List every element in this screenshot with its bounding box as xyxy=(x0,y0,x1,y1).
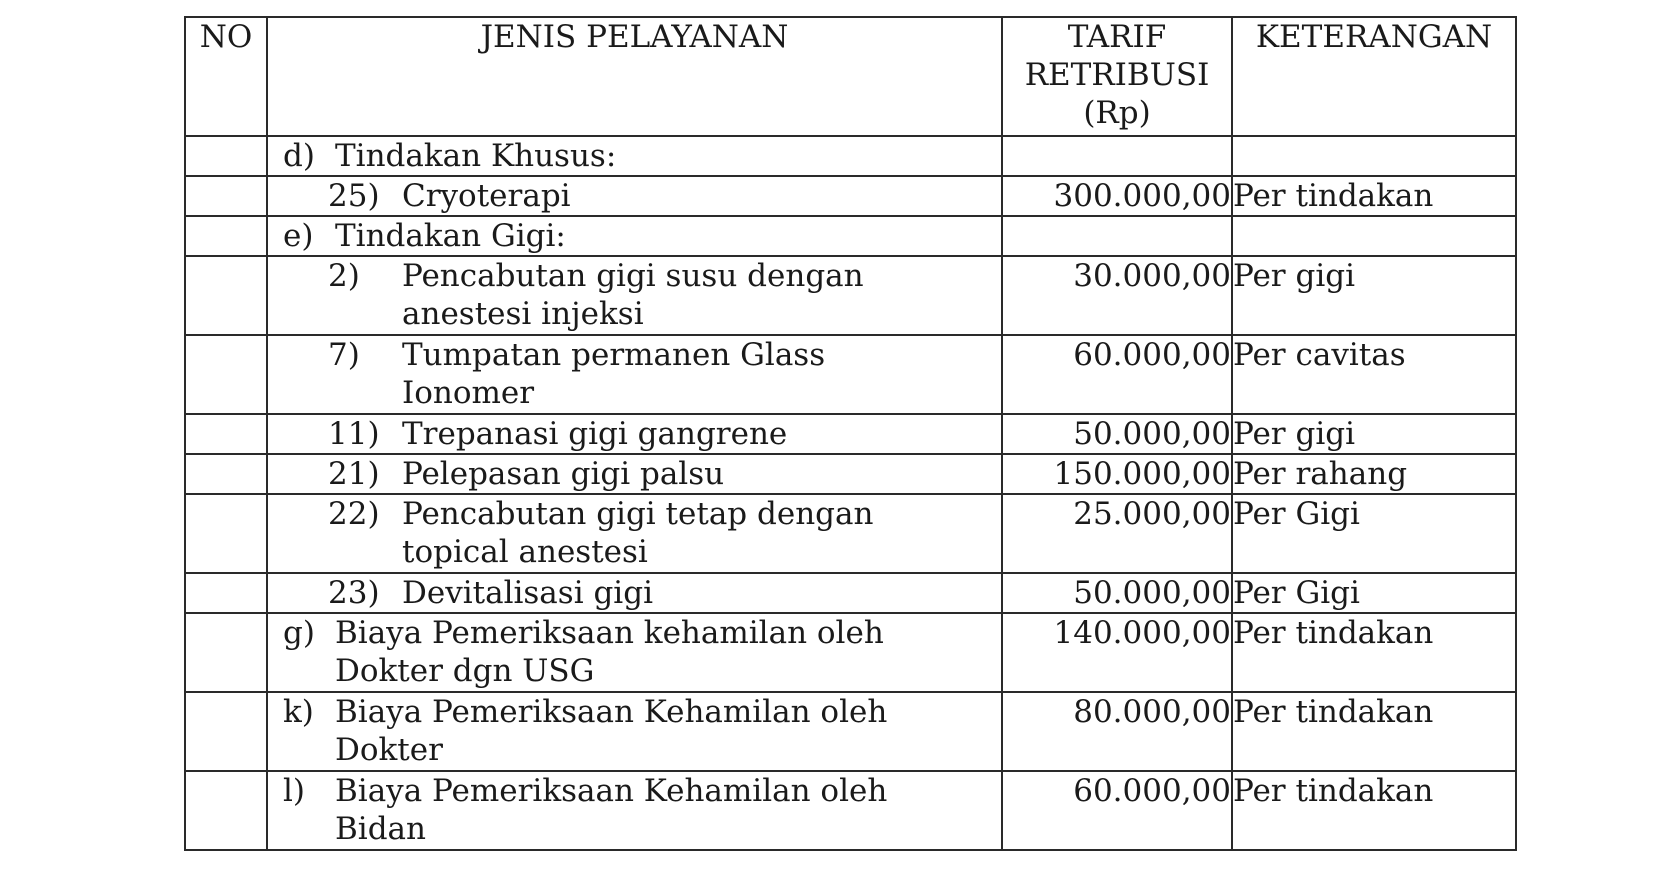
cell-tarif: 300.000,00 xyxy=(1002,176,1232,216)
item-text-line: Biaya Pemeriksaan Kehamilan oleh xyxy=(335,773,888,809)
cell-jenis-pelayanan xyxy=(267,613,1002,692)
item-text-line: Tindakan Khusus: xyxy=(335,138,617,174)
cell-jenis-pelayanan xyxy=(267,216,1002,256)
service-item xyxy=(268,574,1001,612)
cell-keterangan xyxy=(1232,136,1516,176)
table-row xyxy=(185,256,1516,335)
cell-jenis-pelayanan xyxy=(267,494,1002,573)
cell-jenis-pelayanan xyxy=(267,414,1002,454)
table-row xyxy=(185,454,1516,494)
table-row xyxy=(185,414,1516,454)
cell-jenis-pelayanan xyxy=(267,335,1002,414)
item-text-line: Pencabutan gigi tetap dengan xyxy=(402,496,874,532)
table-row xyxy=(185,216,1516,256)
item-number: 22) xyxy=(328,496,380,532)
service-item xyxy=(268,495,1001,571)
service-item xyxy=(268,693,1001,769)
service-item xyxy=(268,772,1001,848)
item-text-line: Biaya Pemeriksaan Kehamilan oleh xyxy=(335,694,888,730)
cell-tarif xyxy=(1002,136,1232,176)
item-text-line: Dokter dgn USG xyxy=(335,653,595,689)
table-row xyxy=(185,573,1516,613)
item-number: 11) xyxy=(328,416,380,452)
item-text-line: Tumpatan permanen Glass xyxy=(402,337,826,373)
header-no: NO xyxy=(185,17,267,136)
service-item xyxy=(268,177,1001,215)
service-item xyxy=(268,614,1001,690)
header-tarif-line: TARIF xyxy=(1067,19,1167,55)
cell-keterangan: Per Gigi xyxy=(1232,573,1516,613)
service-item xyxy=(268,257,1001,333)
cell-keterangan: Per gigi xyxy=(1232,414,1516,454)
cell-jenis-pelayanan xyxy=(267,176,1002,216)
cell-tarif: 60.000,00 xyxy=(1002,771,1232,850)
cell-keterangan: Per tindakan xyxy=(1232,613,1516,692)
item-text-line: Tindakan Gigi: xyxy=(335,218,566,254)
item-number: e) xyxy=(283,218,314,254)
service-item xyxy=(268,415,1001,453)
cell-no xyxy=(185,216,267,256)
cell-no xyxy=(185,335,267,414)
tarif-retribusi-table xyxy=(184,16,1517,851)
item-text-line: anestesi injeksi xyxy=(402,296,644,332)
header-jenis-pelayanan: JENIS PELAYANAN xyxy=(267,17,1002,136)
cell-tarif: 25.000,00 xyxy=(1002,494,1232,573)
header-keterangan: KETERANGAN xyxy=(1232,17,1516,136)
cell-no xyxy=(185,771,267,850)
item-number: l) xyxy=(283,773,306,809)
item-text-line: topical anestesi xyxy=(402,534,648,570)
table-row xyxy=(185,613,1516,692)
service-item xyxy=(268,455,1001,493)
item-number: 21) xyxy=(328,456,380,492)
item-text-line: Pencabutan gigi susu dengan xyxy=(402,258,864,294)
table-row xyxy=(185,771,1516,850)
cell-keterangan: Per cavitas xyxy=(1232,335,1516,414)
cell-tarif: 140.000,00 xyxy=(1002,613,1232,692)
item-number: g) xyxy=(283,615,315,651)
item-number: d) xyxy=(283,138,315,174)
table-body xyxy=(185,136,1516,850)
cell-no xyxy=(185,613,267,692)
header-tarif-retribusi xyxy=(1002,17,1232,136)
cell-jenis-pelayanan xyxy=(267,454,1002,494)
service-item xyxy=(268,137,1001,175)
cell-no xyxy=(185,692,267,771)
cell-keterangan: Per tindakan xyxy=(1232,176,1516,216)
cell-jenis-pelayanan xyxy=(267,771,1002,850)
item-text-line: Devitalisasi gigi xyxy=(402,575,653,611)
cell-jenis-pelayanan xyxy=(267,256,1002,335)
service-item xyxy=(268,217,1001,255)
item-number: 7) xyxy=(328,337,360,373)
cell-no xyxy=(185,494,267,573)
item-text-line: Biaya Pemeriksaan kehamilan oleh xyxy=(335,615,884,651)
cell-tarif: 80.000,00 xyxy=(1002,692,1232,771)
table-header xyxy=(185,17,1516,136)
header-tarif-line: RETRIBUSI xyxy=(1024,57,1210,93)
item-number: k) xyxy=(283,694,314,730)
cell-no xyxy=(185,414,267,454)
header-tarif-line: (Rp) xyxy=(1083,95,1151,131)
cell-keterangan: Per gigi xyxy=(1232,256,1516,335)
table-row xyxy=(185,335,1516,414)
cell-jenis-pelayanan xyxy=(267,136,1002,176)
table-row xyxy=(185,176,1516,216)
cell-keterangan xyxy=(1232,216,1516,256)
item-number: 2) xyxy=(328,258,360,294)
table-row xyxy=(185,136,1516,176)
item-text-line: Ionomer xyxy=(402,375,535,411)
cell-jenis-pelayanan xyxy=(267,573,1002,613)
cell-tarif: 150.000,00 xyxy=(1002,454,1232,494)
item-text-line: Pelepasan gigi palsu xyxy=(402,456,725,492)
cell-no xyxy=(185,136,267,176)
cell-keterangan: Per rahang xyxy=(1232,454,1516,494)
item-text-line: Dokter xyxy=(335,732,443,768)
cell-no xyxy=(185,573,267,613)
cell-jenis-pelayanan xyxy=(267,692,1002,771)
cell-tarif: 60.000,00 xyxy=(1002,335,1232,414)
table-row xyxy=(185,494,1516,573)
cell-tarif xyxy=(1002,216,1232,256)
item-number: 25) xyxy=(328,178,380,214)
cell-keterangan: Per Gigi xyxy=(1232,494,1516,573)
cell-keterangan: Per tindakan xyxy=(1232,771,1516,850)
item-text-line: Cryoterapi xyxy=(402,178,571,214)
item-text-line: Trepanasi gigi gangrene xyxy=(402,416,788,452)
item-text-line: Bidan xyxy=(335,811,426,847)
table-row xyxy=(185,692,1516,771)
cell-tarif: 50.000,00 xyxy=(1002,414,1232,454)
cell-keterangan: Per tindakan xyxy=(1232,692,1516,771)
service-item xyxy=(268,336,1001,412)
cell-tarif: 30.000,00 xyxy=(1002,256,1232,335)
cell-no xyxy=(185,454,267,494)
cell-no xyxy=(185,176,267,216)
item-number: 23) xyxy=(328,575,380,611)
cell-tarif: 50.000,00 xyxy=(1002,573,1232,613)
cell-no xyxy=(185,256,267,335)
